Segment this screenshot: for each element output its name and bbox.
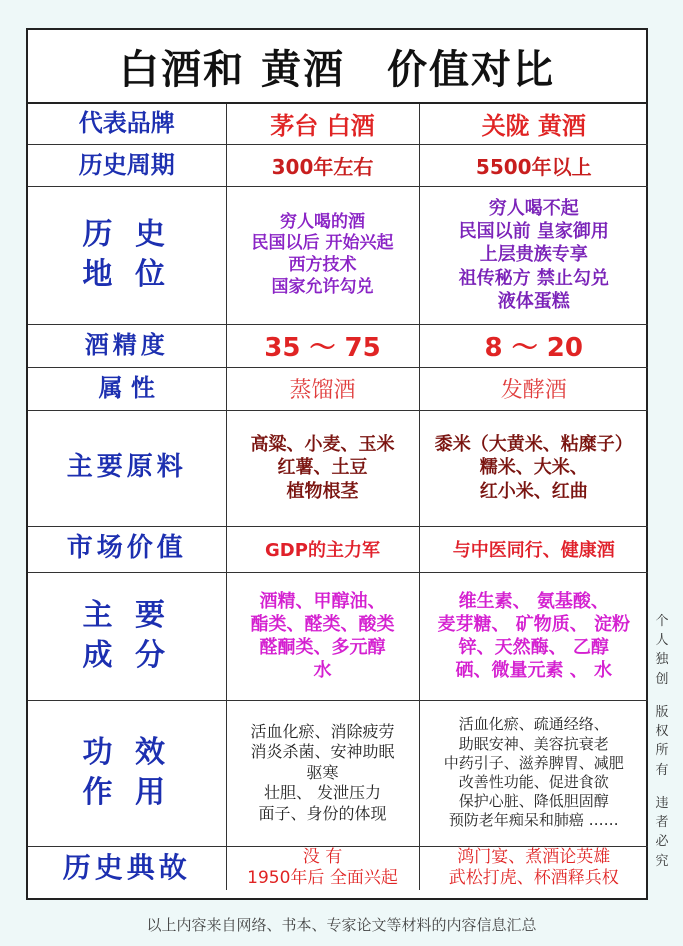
row-label: 历 史 地 位 bbox=[28, 186, 226, 324]
row-label: 酒精度 bbox=[28, 324, 226, 367]
table-row bbox=[28, 410, 648, 526]
row-label: 属 性 bbox=[28, 367, 226, 410]
huangjiu-cell: 5500年以上 bbox=[419, 144, 648, 186]
comparison-sheet bbox=[26, 28, 648, 900]
baijiu-cell: GDP的主力军 bbox=[226, 526, 419, 572]
table-row bbox=[28, 144, 648, 186]
table-row bbox=[28, 104, 648, 144]
row-label: 历史周期 bbox=[28, 144, 226, 186]
comparison-table bbox=[28, 104, 648, 890]
row-label: 历史典故 bbox=[28, 846, 226, 890]
baijiu-cell: 没 有 1950年后 全面兴起 bbox=[226, 846, 419, 890]
footer-note: 以上内容来自网络、书本、专家论文等材料的内容信息汇总 bbox=[146, 916, 537, 934]
baijiu-cell: 活血化瘀、消除疲劳 消炎杀菌、安神助眠 驱寒 壮胆、 发泄压力 面子、身份的体现 bbox=[226, 700, 419, 846]
page-title: 白酒和 黄酒 价值对比 bbox=[28, 30, 646, 104]
copyright-side-note: 个 人 独 创 版 权 所 有 违 者 必 究 bbox=[655, 614, 669, 869]
huangjiu-cell: 鸿门宴、煮酒论英雄 武松打虎、杯酒释兵权 bbox=[419, 846, 648, 890]
huangjiu-cell: 与中医同行、健康酒 bbox=[419, 526, 648, 572]
huangjiu-cell: 穷人喝不起 民国以前 皇家御用 上层贵族专享 祖传秘方 禁止勾兑 液体蛋糕 bbox=[419, 186, 648, 324]
row-label: 主 要 成 分 bbox=[28, 572, 226, 700]
table-row bbox=[28, 324, 648, 367]
huangjiu-cell: 发酵酒 bbox=[419, 367, 648, 410]
baijiu-cell: 酒精、甲醇油、 酯类、醛类、酸类 醛酮类、多元醇 水 bbox=[226, 572, 419, 700]
table-row bbox=[28, 846, 648, 890]
table-row bbox=[28, 367, 648, 410]
baijiu-cell: 穷人喝的酒 民国以后 开始兴起 西方技术 国家允许勾兑 bbox=[226, 186, 419, 324]
row-label: 主要原料 bbox=[28, 410, 226, 526]
huangjiu-cell: 8 ～ 20 bbox=[419, 324, 648, 367]
table-row bbox=[28, 700, 648, 846]
row-label: 功 效 作 用 bbox=[28, 700, 226, 846]
table-row bbox=[28, 186, 648, 324]
baijiu-cell: 高粱、小麦、玉米 红薯、土豆 植物根茎 bbox=[226, 410, 419, 526]
row-label: 市场价值 bbox=[28, 526, 226, 572]
baijiu-cell: 蒸馏酒 bbox=[226, 367, 419, 410]
table-row bbox=[28, 526, 648, 572]
baijiu-cell: 300年左右 bbox=[226, 144, 419, 186]
huangjiu-cell: 活血化瘀、疏通经络、 助眠安神、美容抗衰老 中药引子、滋养脾胃、减肥 改善性功能、促进食欲 保护心脏、降低胆固醇 预防老年痴呆和肺癌 …… bbox=[419, 700, 648, 846]
huangjiu-cell: 黍米（大黄米、粘糜子） 糯米、大米、 红小米、红曲 bbox=[419, 410, 648, 526]
baijiu-cell: 35 ～ 75 bbox=[226, 324, 419, 367]
row-label: 代表品牌 bbox=[28, 104, 226, 144]
huangjiu-cell: 维生素、 氨基酸、 麦芽糖、 矿物质、 淀粉 锌、天然酶、 乙醇 硒、微量元素 、 水 bbox=[419, 572, 648, 700]
baijiu-cell: 茅台 白酒 bbox=[226, 104, 419, 144]
huangjiu-cell: 关陇 黄酒 bbox=[419, 104, 648, 144]
table-row bbox=[28, 572, 648, 700]
